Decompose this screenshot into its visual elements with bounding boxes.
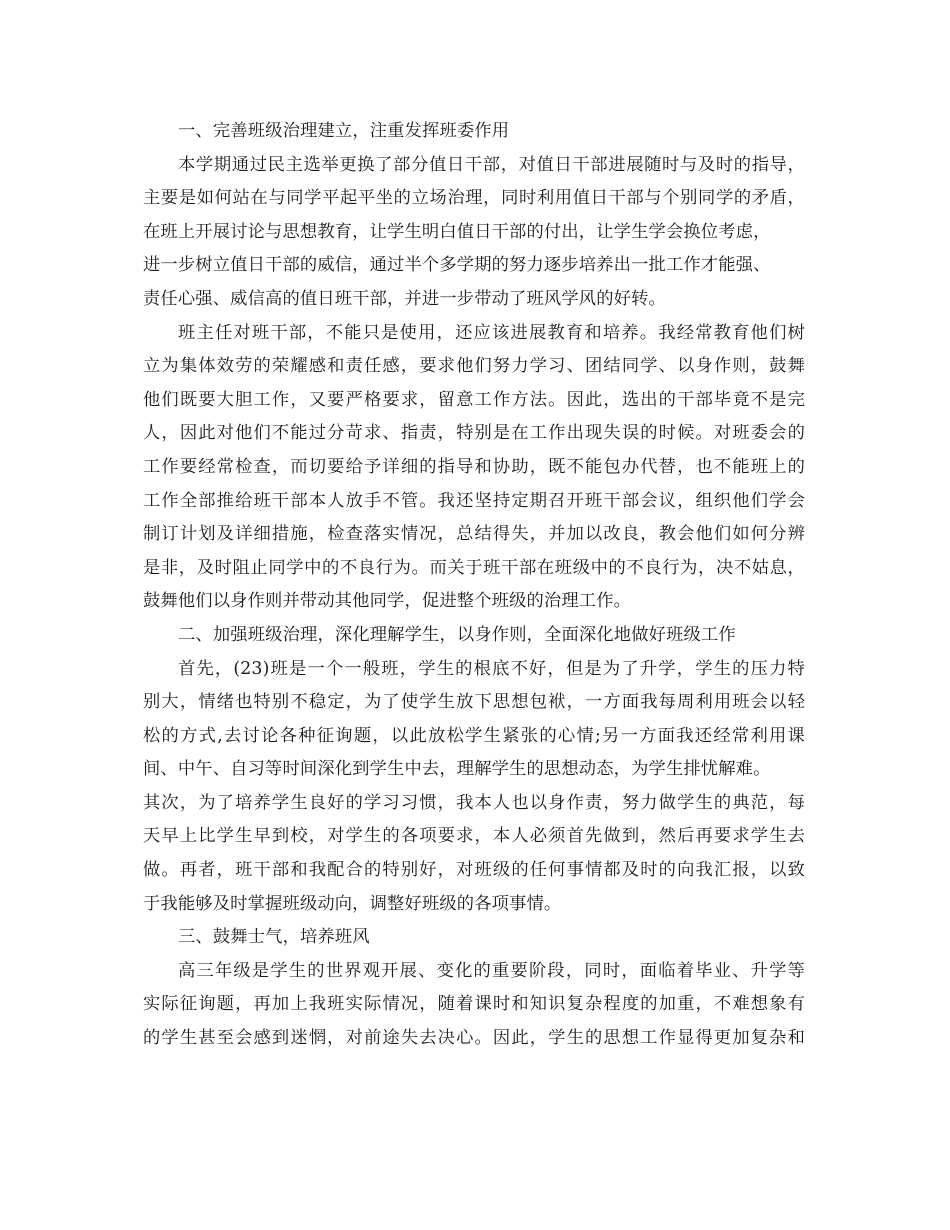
text-line: 是非，及时阻止同学中的不良行为。而关于班干部在班级中的不良行为，决不姑息， xyxy=(143,557,805,578)
text-line: 实际征询题，再加上我班实际情况，随着课时和知识复杂程度的加重，不难想象有 xyxy=(143,994,805,1015)
text-line: 责任心强、威信高的值日班干部，并进一步带动了班风学风的好转。 xyxy=(143,288,666,309)
text-line: 在班上开展讨论与思想教育，让学生明白值日干部的付出，让学生学会换位考虑， xyxy=(143,221,771,242)
text-line: 工作要经常检查，而切要给予详细的指导和协助，既不能包办代替，也不能班上的 xyxy=(143,456,805,477)
text-line: 本学期通过民主选举更换了部分值日干部，对值日干部进展随时与及时的指导， xyxy=(178,154,805,175)
text-line: 一、完善班级治理建立，注重发挥班委作用 xyxy=(178,121,510,141)
document-body xyxy=(143,115,805,1056)
text-line: 二、加强班级治理，深化理解学生，以身作则，全面深化地做好班级工作 xyxy=(178,624,736,645)
text-line: 他们既要大胆工作，又要严格要求，留意工作方法。因此，选出的干部毕竟不是完 xyxy=(143,389,805,410)
text-line: 做。再者，班干部和我配合的特别好，对班级的任何事情都及时的向我汇报，以致 xyxy=(143,860,805,881)
text-line: 制订计划及详细措施，检查落实情况，总结得失，并加以改良，教会他们如何分辨 xyxy=(143,524,805,545)
text-line: 间、中午、自习等时间深化到学生中去，理解学生的思想动态，为学生排忧解难。 xyxy=(143,759,771,780)
text-line: 的学生甚至会感到迷惘，对前途失去决心。因此，学生的思想工作显得更加复杂和 xyxy=(143,1028,805,1049)
text-line: 鼓舞他们以身作则并带动其他同学，促进整个班级的治理工作。 xyxy=(143,591,632,612)
text-line: 高三年级是学生的世界观开展、变化的重要阶段，同时，面临着毕业、升学等 xyxy=(178,960,805,981)
text-line: 松的方式,去讨论各种征询题，以此放松学生紧张的心情;另一方面我还经常利用课 xyxy=(143,725,805,746)
text-line: 人，因此对他们不能过分苛求、指责，特别是在工作出现失误的时候。对班委会的 xyxy=(143,423,805,444)
text-line: 首先，(23)班是一个一般班，学生的根底不好，但是为了升学，学生的压力特 xyxy=(178,658,805,679)
text-line: 工作全部推给班干部本人放手不管。我还坚持定期召开班干部会议，组织他们学会 xyxy=(143,490,805,511)
text-line: 班主任对班干部，不能只是使用，还应该进展教育和培养。我经常教育他们树 xyxy=(178,322,805,343)
text-line: 于我能够及时掌握班级动向，调整好班级的各项事情。 xyxy=(143,893,562,914)
text-line: 进一步树立值日干部的威信，通过半个多学期的努力逐步培养出一批工作才能强、 xyxy=(143,255,771,276)
text-line: 立为集体效劳的荣耀感和责任感，要求他们努力学习、团结同学、以身作则，鼓舞 xyxy=(143,356,805,377)
text-line: 主要是如何站在与同学平起平坐的立场治理，同时利用值日干部与个别同学的矛盾， xyxy=(143,188,805,209)
text-line: 三、鼓舞士气，培养班风 xyxy=(178,927,370,948)
text-line: 其次，为了培养学生良好的学习习惯，我本人也以身作责，努力做学生的典范，每 xyxy=(143,792,805,813)
text-line: 天早上比学生早到校，对学生的各项要求，本人必须首先做到，然后再要求学生去 xyxy=(143,826,805,847)
text-line: 别大，情绪也特别不稳定，为了使学生放下思想包袱，一方面我每周利用班会以轻 xyxy=(143,692,805,713)
